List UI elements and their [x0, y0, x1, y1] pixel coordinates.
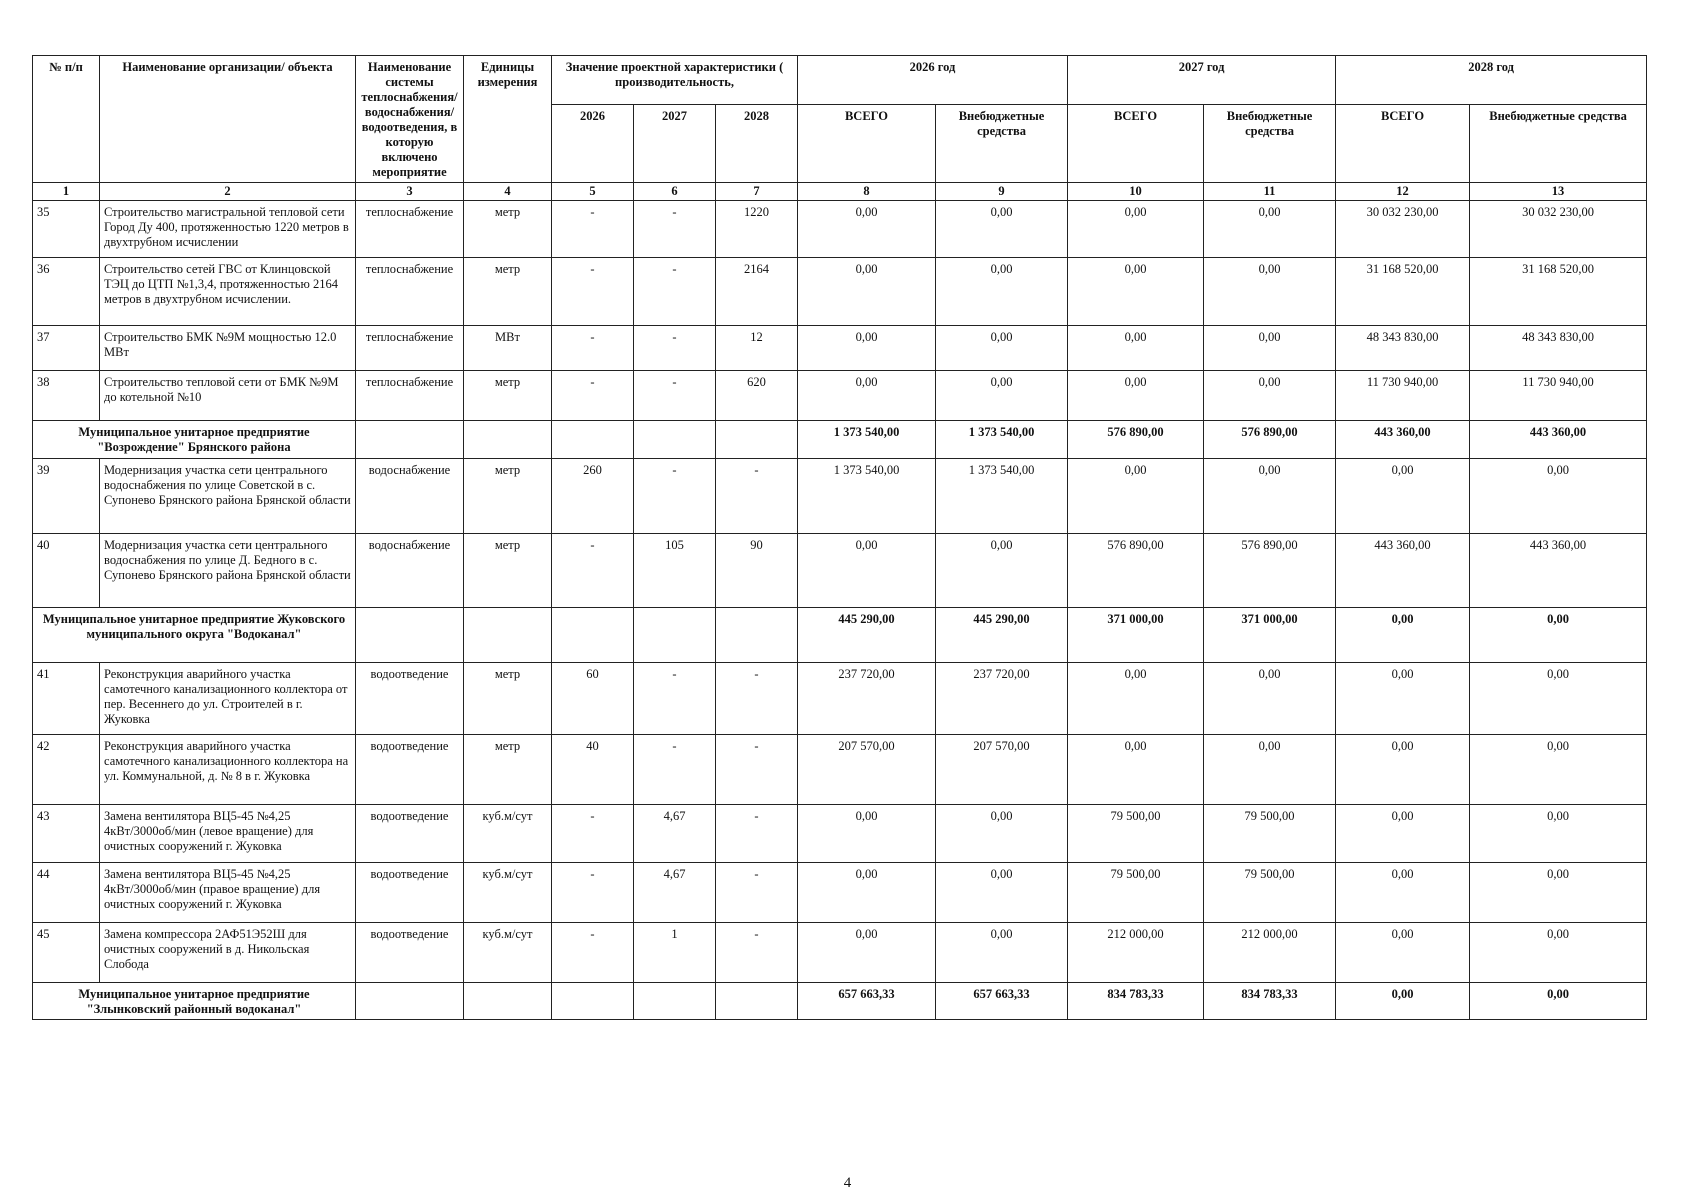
design-value-2027: -: [634, 201, 716, 258]
header-total-2027: ВСЕГО: [1068, 105, 1204, 183]
empty-cell: [356, 983, 464, 1020]
unit-name: куб.м/сут: [464, 805, 552, 863]
empty-cell: [716, 608, 798, 663]
empty-cell: [356, 608, 464, 663]
column-number: 10: [1068, 183, 1204, 201]
object-name: Строительство магистральной тепловой сети Город Ду 400, протяженностью 1220 метров в двухтрубном исчислении: [100, 201, 356, 258]
extrabudget-2026: 0,00: [936, 805, 1068, 863]
header-sub-2028: 2028: [716, 105, 798, 183]
total-2027: 0,00: [1068, 201, 1204, 258]
design-value-2026: -: [552, 534, 634, 608]
empty-cell: [634, 983, 716, 1020]
unit-name: метр: [464, 735, 552, 805]
table-body: [33, 201, 1647, 1020]
extrabudget-2026: 1 373 540,00: [936, 459, 1068, 534]
total-2026: 0,00: [798, 863, 936, 923]
unit-name: МВт: [464, 326, 552, 371]
extrabudget-2028: 0,00: [1470, 805, 1647, 863]
header-extrabudget-2028: Внебюджетные средства: [1470, 105, 1647, 183]
extrabudget-2026: 0,00: [936, 534, 1068, 608]
object-name: Модернизация участка сети центрального водоснабжения по улице Советской в с. Супонево Брянского района Брянской области: [100, 459, 356, 534]
total-2027: 0,00: [1068, 459, 1204, 534]
total-2027: 212 000,00: [1068, 923, 1204, 983]
table-row: [33, 326, 1647, 371]
header-org: Наименование организации/ объекта: [100, 56, 356, 183]
header-total-2028: ВСЕГО: [1336, 105, 1470, 183]
system-name: водоотведение: [356, 663, 464, 735]
total-2028: 443 360,00: [1336, 421, 1470, 459]
design-value-2026: 260: [552, 459, 634, 534]
empty-cell: [552, 608, 634, 663]
group-row: [33, 421, 1647, 459]
extrabudget-2027: 79 500,00: [1204, 805, 1336, 863]
unit-name: метр: [464, 534, 552, 608]
total-2027: 0,00: [1068, 663, 1204, 735]
total-2028: 0,00: [1336, 805, 1470, 863]
row-number: 45: [33, 923, 100, 983]
total-2026: 207 570,00: [798, 735, 936, 805]
design-value-2027: 1: [634, 923, 716, 983]
extrabudget-2028: 48 343 830,00: [1470, 326, 1647, 371]
group-row: [33, 983, 1647, 1020]
empty-cell: [552, 421, 634, 459]
total-2027: 371 000,00: [1068, 608, 1204, 663]
header-total-2026: ВСЕГО: [798, 105, 936, 183]
table-row: [33, 663, 1647, 735]
extrabudget-2026: 657 663,33: [936, 983, 1068, 1020]
extrabudget-2027: 0,00: [1204, 201, 1336, 258]
design-value-2027: -: [634, 735, 716, 805]
system-name: теплоснабжение: [356, 201, 464, 258]
total-2027: 576 890,00: [1068, 534, 1204, 608]
design-value-2026: -: [552, 863, 634, 923]
header-num: № п/п: [33, 56, 100, 183]
total-2026: 0,00: [798, 805, 936, 863]
organization-name: Муниципальное унитарное предприятие "Злынковский районный водоканал": [33, 983, 356, 1020]
empty-cell: [634, 608, 716, 663]
row-number: 37: [33, 326, 100, 371]
header-units: Единицы измерения: [464, 56, 552, 183]
column-number: 4: [464, 183, 552, 201]
total-2028: 11 730 940,00: [1336, 371, 1470, 421]
empty-cell: [552, 983, 634, 1020]
system-name: водоотведение: [356, 923, 464, 983]
extrabudget-2027: 371 000,00: [1204, 608, 1336, 663]
header-design-value: Значение проектной характеристики ( производительность,: [552, 56, 798, 105]
row-number: 36: [33, 258, 100, 326]
extrabudget-2026: 0,00: [936, 201, 1068, 258]
object-name: Замена вентилятора ВЦ5-45 №4,25 4кВт/3000об/мин (правое вращение) для очистных сооружений г. Жуковка: [100, 863, 356, 923]
page-number: 4: [843, 1175, 852, 1191]
total-2026: 1 373 540,00: [798, 459, 936, 534]
design-value-2026: -: [552, 201, 634, 258]
row-number: 40: [33, 534, 100, 608]
unit-name: куб.м/сут: [464, 863, 552, 923]
extrabudget-2028: 0,00: [1470, 983, 1647, 1020]
row-number: 43: [33, 805, 100, 863]
empty-cell: [356, 421, 464, 459]
organization-name: Муниципальное унитарное предприятие Жуковского муниципального округа "Водоканал": [33, 608, 356, 663]
column-number: 12: [1336, 183, 1470, 201]
total-2026: 0,00: [798, 371, 936, 421]
total-2027: 0,00: [1068, 371, 1204, 421]
extrabudget-2026: 0,00: [936, 258, 1068, 326]
total-2027: 0,00: [1068, 326, 1204, 371]
design-value-2028: -: [716, 923, 798, 983]
header-year-2026: 2026 год: [798, 56, 1068, 105]
total-2028: 0,00: [1336, 983, 1470, 1020]
unit-name: метр: [464, 663, 552, 735]
extrabudget-2028: 0,00: [1470, 735, 1647, 805]
extrabudget-2026: 207 570,00: [936, 735, 1068, 805]
total-2027: 834 783,33: [1068, 983, 1204, 1020]
total-2026: 0,00: [798, 201, 936, 258]
empty-cell: [634, 421, 716, 459]
object-name: Строительство сетей ГВС от Клинцовской ТЭЦ до ЦТП №1,3,4, протяженностью 2164 метров в двухтрубном исчислении.: [100, 258, 356, 326]
unit-name: метр: [464, 258, 552, 326]
extrabudget-2028: 0,00: [1470, 459, 1647, 534]
total-2028: 0,00: [1336, 863, 1470, 923]
table-row: [33, 805, 1647, 863]
table-header: [33, 56, 1647, 201]
extrabudget-2028: 443 360,00: [1470, 421, 1647, 459]
object-name: Строительство БМК №9М мощностью 12.0 МВт: [100, 326, 356, 371]
unit-name: метр: [464, 371, 552, 421]
extrabudget-2027: 212 000,00: [1204, 923, 1336, 983]
design-value-2026: -: [552, 805, 634, 863]
total-2028: 0,00: [1336, 923, 1470, 983]
design-value-2027: -: [634, 663, 716, 735]
object-name: Реконструкция аварийного участка самотечного канализационного коллектора от пер. Весеннего до ул. Строителей в г. Жуковка: [100, 663, 356, 735]
design-value-2028: -: [716, 735, 798, 805]
extrabudget-2026: 0,00: [936, 371, 1068, 421]
row-number: 35: [33, 201, 100, 258]
design-value-2027: -: [634, 371, 716, 421]
system-name: теплоснабжение: [356, 258, 464, 326]
design-value-2028: -: [716, 863, 798, 923]
header-extrabudget-2027: Внебюджетные средства: [1204, 105, 1336, 183]
design-value-2028: -: [716, 805, 798, 863]
design-value-2026: -: [552, 371, 634, 421]
extrabudget-2026: 0,00: [936, 326, 1068, 371]
design-value-2026: -: [552, 923, 634, 983]
extrabudget-2026: 0,00: [936, 863, 1068, 923]
extrabudget-2028: 11 730 940,00: [1470, 371, 1647, 421]
design-value-2027: 105: [634, 534, 716, 608]
total-2028: 31 168 520,00: [1336, 258, 1470, 326]
total-2027: 0,00: [1068, 735, 1204, 805]
table-row: [33, 863, 1647, 923]
empty-cell: [716, 983, 798, 1020]
column-number-row: [33, 183, 1647, 201]
design-value-2027: 4,67: [634, 805, 716, 863]
extrabudget-2028: 30 032 230,00: [1470, 201, 1647, 258]
design-value-2027: 4,67: [634, 863, 716, 923]
empty-cell: [716, 421, 798, 459]
design-value-2027: -: [634, 258, 716, 326]
extrabudget-2027: 0,00: [1204, 258, 1336, 326]
organization-name: Муниципальное унитарное предприятие "Возрождение" Брянского района: [33, 421, 356, 459]
row-number: 39: [33, 459, 100, 534]
extrabudget-2026: 237 720,00: [936, 663, 1068, 735]
system-name: водоотведение: [356, 863, 464, 923]
header-sub-2026: 2026: [552, 105, 634, 183]
extrabudget-2026: 445 290,00: [936, 608, 1068, 663]
design-value-2026: 40: [552, 735, 634, 805]
extrabudget-2027: 576 890,00: [1204, 421, 1336, 459]
investment-program-table: [32, 55, 1647, 1020]
total-2026: 657 663,33: [798, 983, 936, 1020]
design-value-2028: 12: [716, 326, 798, 371]
total-2028: 0,00: [1336, 663, 1470, 735]
table-row: [33, 201, 1647, 258]
column-number: 1: [33, 183, 100, 201]
total-2027: 576 890,00: [1068, 421, 1204, 459]
extrabudget-2027: 79 500,00: [1204, 863, 1336, 923]
extrabudget-2028: 0,00: [1470, 608, 1647, 663]
table-row: [33, 258, 1647, 326]
table-row: [33, 371, 1647, 421]
extrabudget-2028: 0,00: [1470, 663, 1647, 735]
system-name: водоотведение: [356, 735, 464, 805]
object-name: Реконструкция аварийного участка самотечного канализационного коллектора на ул. Коммунальной, д. № 8 в г. Жуковка: [100, 735, 356, 805]
extrabudget-2026: 1 373 540,00: [936, 421, 1068, 459]
total-2026: 445 290,00: [798, 608, 936, 663]
system-name: водоотведение: [356, 805, 464, 863]
total-2028: 30 032 230,00: [1336, 201, 1470, 258]
column-number: 7: [716, 183, 798, 201]
total-2026: 0,00: [798, 326, 936, 371]
row-number: 44: [33, 863, 100, 923]
total-2028: 0,00: [1336, 608, 1470, 663]
extrabudget-2028: 31 168 520,00: [1470, 258, 1647, 326]
object-name: Модернизация участка сети центрального водоснабжения по улице Д. Бедного в с. Супонево Брянского района Брянской области: [100, 534, 356, 608]
extrabudget-2027: 0,00: [1204, 735, 1336, 805]
total-2028: 443 360,00: [1336, 534, 1470, 608]
total-2026: 0,00: [798, 923, 936, 983]
column-number: 2: [100, 183, 356, 201]
header-extrabudget-2026: Внебюджетные средства: [936, 105, 1068, 183]
row-number: 41: [33, 663, 100, 735]
row-number: 38: [33, 371, 100, 421]
object-name: Замена вентилятора ВЦ5-45 №4,25 4кВт/3000об/мин (левое вращение) для очистных сооружений г. Жуковка: [100, 805, 356, 863]
extrabudget-2027: 576 890,00: [1204, 534, 1336, 608]
design-value-2028: 90: [716, 534, 798, 608]
empty-cell: [464, 421, 552, 459]
design-value-2028: -: [716, 663, 798, 735]
row-number: 42: [33, 735, 100, 805]
design-value-2027: -: [634, 326, 716, 371]
total-2028: 48 343 830,00: [1336, 326, 1470, 371]
design-value-2027: -: [634, 459, 716, 534]
total-2028: 0,00: [1336, 459, 1470, 534]
header-sub-2027: 2027: [634, 105, 716, 183]
extrabudget-2027: 0,00: [1204, 459, 1336, 534]
header-year-2028: 2028 год: [1336, 56, 1647, 105]
design-value-2026: -: [552, 326, 634, 371]
extrabudget-2027: 0,00: [1204, 326, 1336, 371]
design-value-2028: 1220: [716, 201, 798, 258]
header-year-2027: 2027 год: [1068, 56, 1336, 105]
object-name: Строительство тепловой сети от БМК №9М до котельной №10: [100, 371, 356, 421]
table-row: [33, 923, 1647, 983]
unit-name: метр: [464, 459, 552, 534]
extrabudget-2027: 0,00: [1204, 663, 1336, 735]
extrabudget-2026: 0,00: [936, 923, 1068, 983]
table-row: [33, 534, 1647, 608]
column-number: 11: [1204, 183, 1336, 201]
design-value-2028: 620: [716, 371, 798, 421]
system-name: теплоснабжение: [356, 326, 464, 371]
system-name: водоснабжение: [356, 534, 464, 608]
column-number: 6: [634, 183, 716, 201]
column-number: 5: [552, 183, 634, 201]
total-2026: 0,00: [798, 534, 936, 608]
column-number: 8: [798, 183, 936, 201]
empty-cell: [464, 983, 552, 1020]
total-2026: 1 373 540,00: [798, 421, 936, 459]
extrabudget-2028: 443 360,00: [1470, 534, 1647, 608]
table-row: [33, 459, 1647, 534]
extrabudget-2027: 834 783,33: [1204, 983, 1336, 1020]
design-value-2028: -: [716, 459, 798, 534]
header-system: Наименование системы теплоснабжения/водоснабжения/водоотведения, в которую включено мероприятие: [356, 56, 464, 183]
column-number: 3: [356, 183, 464, 201]
empty-cell: [464, 608, 552, 663]
total-2026: 237 720,00: [798, 663, 936, 735]
group-row: [33, 608, 1647, 663]
object-name: Замена компрессора 2АФ51Э52Ш для очистных сооружений в д. Никольская Слобода: [100, 923, 356, 983]
system-name: водоснабжение: [356, 459, 464, 534]
unit-name: метр: [464, 201, 552, 258]
table-row: [33, 735, 1647, 805]
system-name: теплоснабжение: [356, 371, 464, 421]
extrabudget-2027: 0,00: [1204, 371, 1336, 421]
total-2027: 79 500,00: [1068, 805, 1204, 863]
total-2027: 79 500,00: [1068, 863, 1204, 923]
extrabudget-2028: 0,00: [1470, 923, 1647, 983]
total-2026: 0,00: [798, 258, 936, 326]
total-2028: 0,00: [1336, 735, 1470, 805]
column-number: 9: [936, 183, 1068, 201]
design-value-2026: 60: [552, 663, 634, 735]
design-value-2028: 2164: [716, 258, 798, 326]
unit-name: куб.м/сут: [464, 923, 552, 983]
design-value-2026: -: [552, 258, 634, 326]
column-number: 13: [1470, 183, 1647, 201]
extrabudget-2028: 0,00: [1470, 863, 1647, 923]
total-2027: 0,00: [1068, 258, 1204, 326]
